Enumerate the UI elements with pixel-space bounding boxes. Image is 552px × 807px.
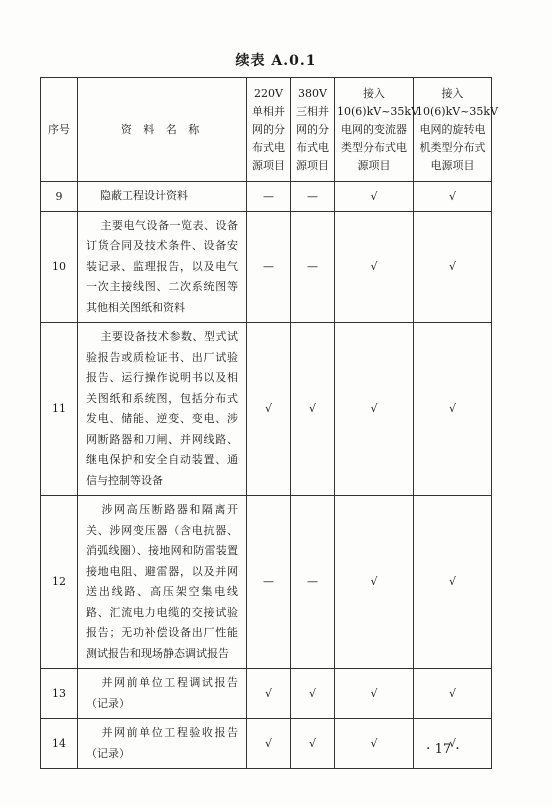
table-row [41,211,492,323]
row-name-text: 主要电气设备一览表、设备订货合同及技术条件、设备安装记录、监理报告，以及电气一次主接线图、二次系统图等其他相关图纸和资料 [86,218,238,314]
header-col4: 接入10(6)kV~35kV电网的旋转电机类型分布式电源项目 [414,78,492,182]
row-col4: √ [414,211,492,323]
row-col3: √ [335,211,414,323]
row-name-text: 涉网高压断路器和隔离开关、涉网变压器（含电抗器、消弧线圈）、接地网和防雷装置接地电阻、避雷器，以及并网送出线路、高压架空集电线路、汇流电力电缆的交接试验报告；无功补偿设备出厂性能测试报告和现场静态调试报告 [86,503,238,660]
row-col4: √ [414,182,492,212]
row-col2: √ [291,669,335,719]
row-name [78,719,247,769]
row-col2: √ [291,719,335,769]
bullet-left: · [426,741,431,757]
header-seq: 序号 [41,78,78,182]
row-col3: √ [335,719,414,769]
page-number-text: 17 [434,742,452,757]
row-col1: √ [247,669,291,719]
row-col1: — [247,211,291,323]
row-name [78,182,247,212]
row-col4: √ [414,719,492,769]
row-col2: √ [291,323,335,496]
row-col3: √ [335,669,414,719]
row-name-text: 隐蔽工程设计资料 [100,189,188,202]
row-col4: √ [414,496,492,669]
row-col1: √ [247,719,291,769]
row-name-text: 并网前单位工程验收报告（记录） [86,726,238,760]
row-col1: √ [247,323,291,496]
row-name [78,496,247,669]
row-col4: √ [414,669,492,719]
row-name-text: 主要设备技术参数、型式试验报告或质检证书、出厂试验报告、运行操作说明书以及相关图纸和系统图，包括分布式发电、储能、逆变、变电、涉网断路器和刀闸、并网线路、继电保护和安全自动装置、通信与控制等设备 [86,330,238,487]
bullet-right: · [455,741,460,757]
table-row [41,182,492,212]
header-col2: 380V三相并网的分布式电源项目 [291,78,335,182]
table-row [41,719,492,769]
row-col2: — [291,182,335,212]
row-seq: 12 [41,496,78,669]
row-seq: 14 [41,719,78,769]
row-seq: 13 [41,669,78,719]
row-col3: √ [335,496,414,669]
row-name [78,669,247,719]
table-row [41,323,492,496]
page-number [426,741,460,757]
row-col2: — [291,496,335,669]
row-seq: 9 [41,182,78,212]
row-seq: 11 [41,323,78,496]
header-col1: 220V单相并网的分布式电源项目 [247,78,291,182]
header-name: 资 料 名 称 [78,78,247,182]
header-col3: 接入10(6)kV~35kV电网的变流器类型分布式电源项目 [335,78,414,182]
row-col2: — [291,211,335,323]
row-name [78,211,247,323]
row-col4: √ [414,323,492,496]
data-table [40,77,499,769]
table-title: 续表 A.0.1 [235,53,317,69]
row-name [78,323,247,496]
row-seq: 10 [41,211,78,323]
header-row [41,78,492,182]
table-row [41,669,492,719]
table-row [41,496,492,669]
row-col1: — [247,496,291,669]
row-col3: √ [335,323,414,496]
row-name-text: 并网前单位工程调试报告（记录） [86,676,238,710]
row-col3: √ [335,182,414,212]
row-col1: — [247,182,291,212]
